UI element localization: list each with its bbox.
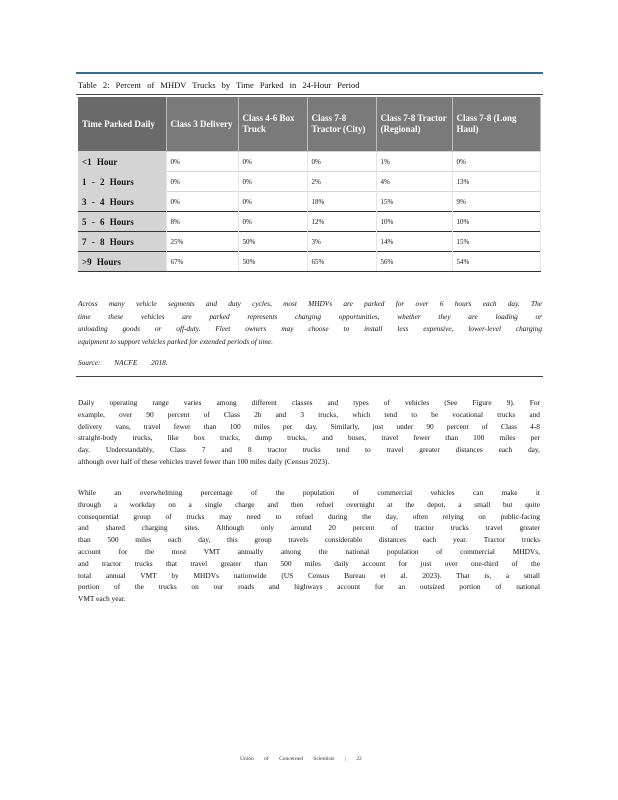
- paragraph-line: and tractor trucks that travel greater than 500 miles daily account for just over one-third of the: [78, 558, 540, 568]
- row-label: >9 Hours: [78, 252, 166, 272]
- table-cell: 25%: [166, 232, 238, 252]
- row-label: <1 Hour: [78, 152, 166, 172]
- table-cell: 0%: [166, 172, 238, 192]
- table-cell: 50%: [238, 232, 307, 252]
- table-row: [78, 252, 540, 272]
- table-row: [78, 152, 540, 172]
- table-cell: 15%: [376, 192, 452, 212]
- table-header-row: [78, 97, 540, 152]
- header-time-parked: Time Parked Daily: [78, 97, 166, 152]
- paragraph-line: example, over 90 percent of Class 2b and 3 trucks, which tend to be vocational trucks and: [78, 409, 540, 419]
- table-cell: 65%: [307, 252, 376, 272]
- paragraph-line: total annual VMT by MHDVs nationwide (US Census Bureau et al. 2023). That is, a small: [78, 570, 540, 580]
- note-line: equipment to support vehicles parked for extended periods of time.: [78, 336, 273, 346]
- note-line: Across many vehicle segments and duty cycles, most MHDVs are parked for over 6 hours each day. The: [78, 299, 542, 308]
- header-class-4-6: Class 4-6 Box Truck: [238, 97, 307, 152]
- row-label: 5 - 6 Hours: [78, 212, 166, 232]
- header-class-7-8-long-haul: Class 7-8 (Long Haul): [452, 97, 540, 152]
- body-paragraph-2: [78, 487, 540, 605]
- paragraph-line: While an overwhelming percentage of the population of commercial vehicles can make it: [78, 488, 540, 497]
- table-caption: Table 2: Percent of MHDV Trucks by Time Parked in 24-Hour Period: [78, 80, 360, 90]
- table-cell: 15%: [452, 232, 540, 252]
- paragraph-line: Daily operating range varies among different classes and types of vehicles (See Figure 9). For: [78, 398, 540, 407]
- table-row: [78, 172, 540, 192]
- paragraph-line: portion of the trucks on our roads and highways account for an outsized portion of national: [78, 582, 540, 592]
- paragraph-line: and shared charging sites. Although only around 20 percent of tractor trucks travel greater: [78, 523, 540, 533]
- paragraph-line: straight-body trucks, like box trucks, dump trucks, and buses, travel fewer than 100 miles per: [78, 433, 540, 443]
- top-rule: [76, 72, 543, 74]
- header-class-7-8-city: Class 7-8 Tractor (City): [307, 97, 376, 152]
- note-line: unloading goods or off-duty. Fleet owners may choose to install less expensive, lower-level charging: [78, 324, 542, 333]
- table-row: [78, 212, 540, 232]
- table-cell: 14%: [376, 232, 452, 252]
- table-cell: 2%: [307, 172, 376, 192]
- table-cell: 0%: [452, 152, 540, 172]
- table-row: [78, 192, 540, 212]
- paragraph-line: VMT each year.: [78, 594, 126, 604]
- row-label: 7 - 8 Hours: [78, 232, 166, 252]
- paragraph-line: consequential group of trucks may need to refuel during the day, often relying on public-facing: [78, 511, 540, 521]
- table-cell: 9%: [452, 192, 540, 212]
- table-row: [78, 232, 540, 252]
- table-cell: 0%: [238, 212, 307, 232]
- table-cell: 8%: [166, 212, 238, 232]
- table-bottom-rule: [76, 376, 543, 377]
- body-paragraph-1: [78, 397, 540, 468]
- paragraph-line: delivery vans, travel fewer than 100 miles per day. Similarly, just under 90 percent of Class 4-8: [78, 421, 540, 431]
- table-cell: 56%: [376, 252, 452, 272]
- paragraph-line: account for the most VMT annually among the national population of commercial MHDVs,: [78, 546, 540, 556]
- table-cell: 18%: [307, 192, 376, 212]
- paragraph-line: through a workday on a single charge and then refuel overnight at the depot, a small but quite: [78, 499, 540, 509]
- table-cell: 0%: [238, 172, 307, 192]
- table-cell: 54%: [452, 252, 540, 272]
- paragraph-line: day. Understandably, Class 7 and 8 tractor trucks tend to travel greater distances each day,: [78, 445, 540, 455]
- table-cell: 3%: [307, 232, 376, 252]
- table-cell: 67%: [166, 252, 238, 272]
- table-cell: 0%: [238, 192, 307, 212]
- table-cell: 10%: [452, 212, 540, 232]
- paragraph-line: than 500 miles each day, this group travels considerable distances each year. Tractor trucks: [78, 535, 540, 545]
- table-cell: 0%: [166, 152, 238, 172]
- table-cell: 12%: [307, 212, 376, 232]
- table-cell: 50%: [238, 252, 307, 272]
- table-cell: 1%: [376, 152, 452, 172]
- table-cell: 0%: [166, 192, 238, 212]
- table-note: [78, 298, 542, 348]
- parking-time-table: [78, 97, 541, 272]
- row-label: 1 - 2 Hours: [78, 172, 166, 192]
- caption-rule: [76, 94, 543, 95]
- note-line: time these vehicles are parked represents charging opportunities, whether they are loading or: [78, 311, 542, 321]
- table-cell: 4%: [376, 172, 452, 192]
- table-source: Source: NACFE 2018.: [78, 358, 168, 367]
- table-cell: 10%: [376, 212, 452, 232]
- table-cell: 0%: [238, 152, 307, 172]
- table-cell: 0%: [307, 152, 376, 172]
- header-class-3: Class 3 Delivery: [166, 97, 238, 152]
- page-footer: Union of Concerned Scientists | 22: [240, 756, 362, 762]
- table-cell: 13%: [452, 172, 540, 192]
- header-class-7-8-regional: Class 7-8 Tractor (Regional): [376, 97, 452, 152]
- row-label: 3 - 4 Hours: [78, 192, 166, 212]
- paragraph-line: although over half of these vehicles travel fewer than 100 miles daily (Census 2023).: [78, 456, 330, 466]
